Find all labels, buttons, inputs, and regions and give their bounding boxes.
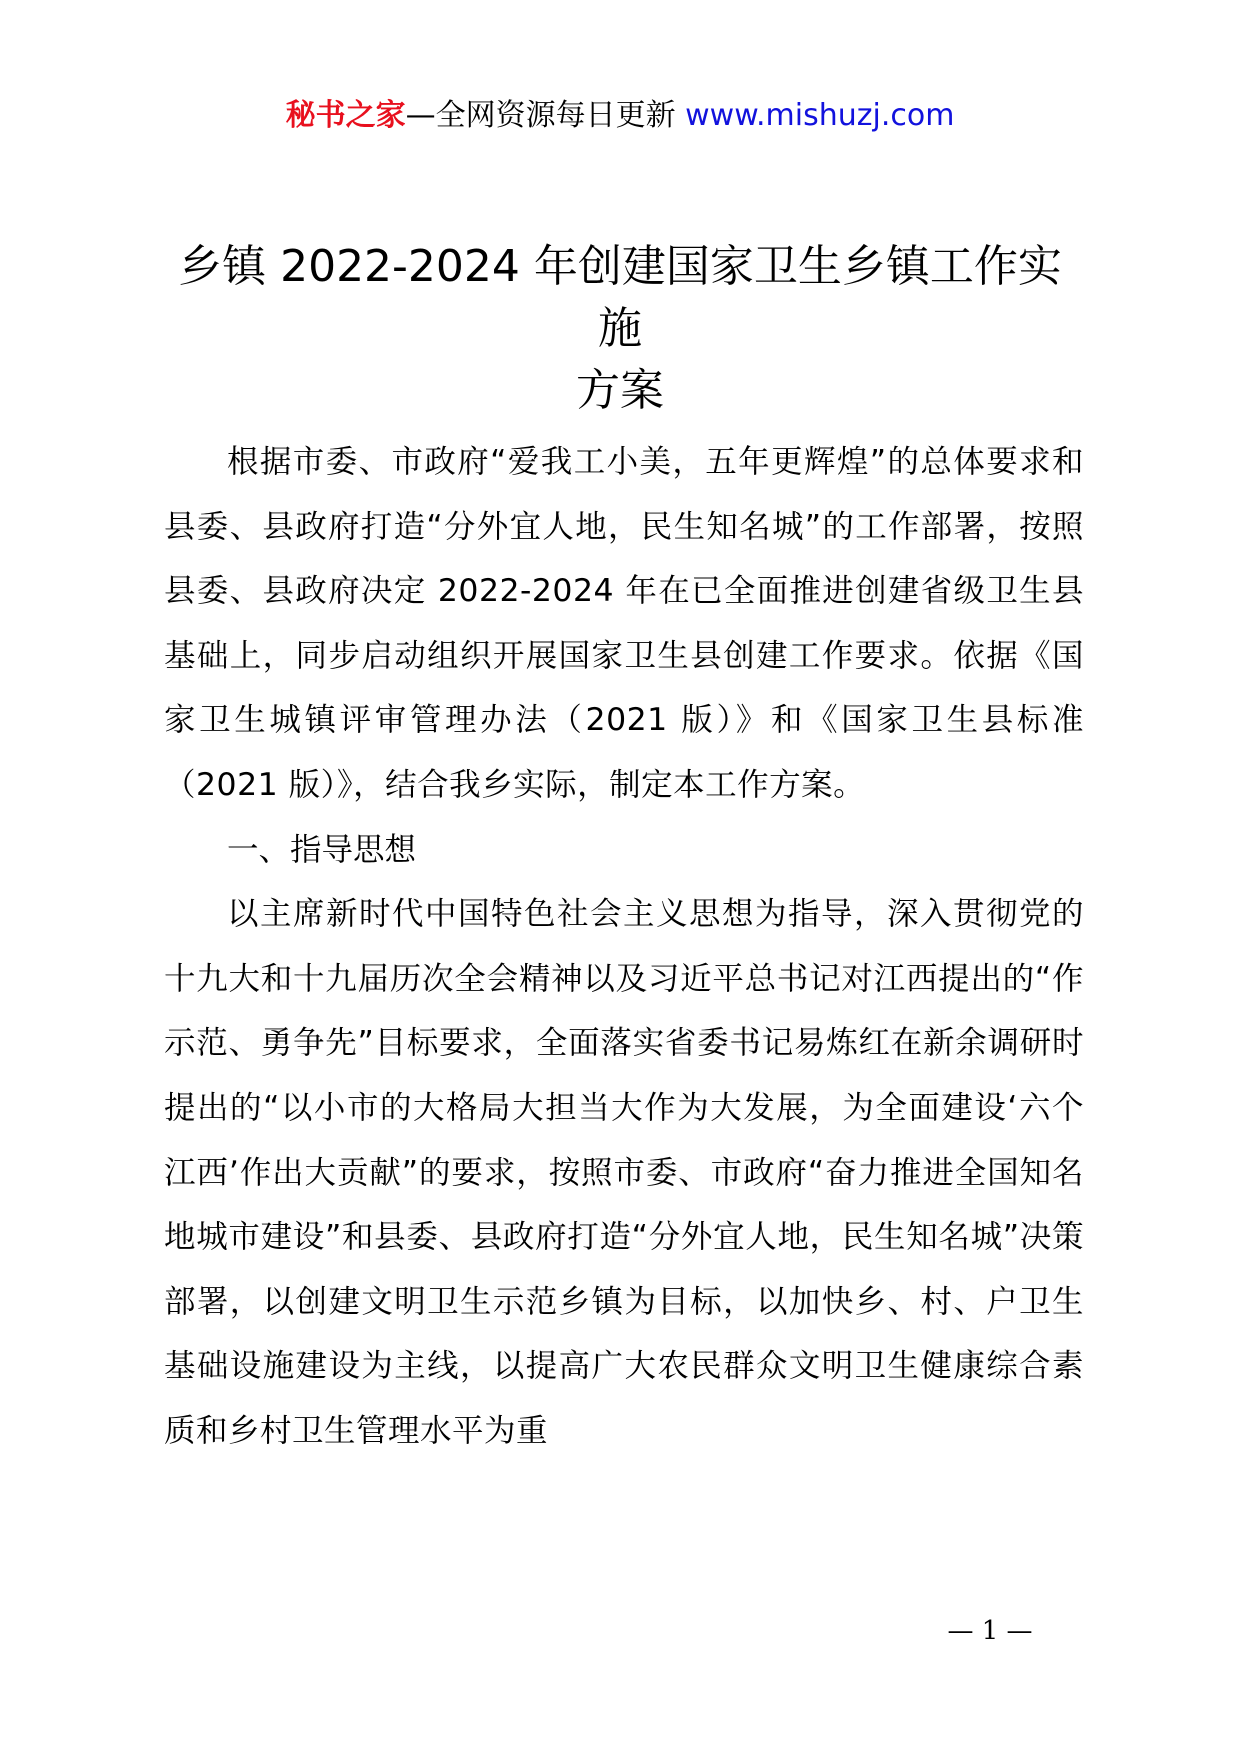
title-line-2: 施 xyxy=(598,303,642,354)
section-heading-guiding-ideology: 一、指导思想 xyxy=(227,831,417,868)
site-tagline: —全网资源每日更新 xyxy=(405,98,676,133)
title-line-3: 方案 xyxy=(576,365,664,416)
document-title xyxy=(150,236,1090,422)
intro-paragraph: 根据市委、市政府“爱我工小美，五年更辉煌”的总体要求和县委、县政府打造“分外宜人地，民生知名城”的工作部署，按照县委、县政府决定 2022-2024 年在已全面推进创建省级卫生县基础上，同步启动组织开展国家卫生县创建工作要求。依据《国家卫生城镇评审管理办法（2021 版）》和《国家卫生县标准（2021 版）》，结合我乡实际，制定本工作方案。 xyxy=(164,444,1084,803)
site-brand: 秘书之家 xyxy=(285,98,406,133)
guiding-ideology-paragraph: 以主席新时代中国特色社会主义思想为指导，深入贯彻党的十九大和十九届历次全会精神以及习近平总书记对江西提出的“作示范、勇争先”目标要求，全面落实省委书记易炼红在新余调研时提出的“以小市的大格局大担当大作为大发展，为全面建设‘六个江西’作出大贡献”的要求，按照市委、市政府“奋力推进全国知名地城市建设”和县委、县政府打造“分外宜人地，民生知名城”决策部署，以创建文明卫生示范乡镇为目标，以加快乡、村、户卫生基础设施建设为主线，以提高广大农民群众文明卫生健康综合素质和乡村卫生管理水平为重 xyxy=(164,896,1084,1449)
site-url-link[interactable]: www.mishuzj.com xyxy=(685,98,955,133)
title-line-1: 乡镇 2022-2024 年创建国家卫生乡镇工作实 xyxy=(178,241,1062,292)
page-number: — 1 — xyxy=(947,1616,1033,1646)
document-body xyxy=(164,430,1084,1464)
site-header xyxy=(0,96,1240,136)
